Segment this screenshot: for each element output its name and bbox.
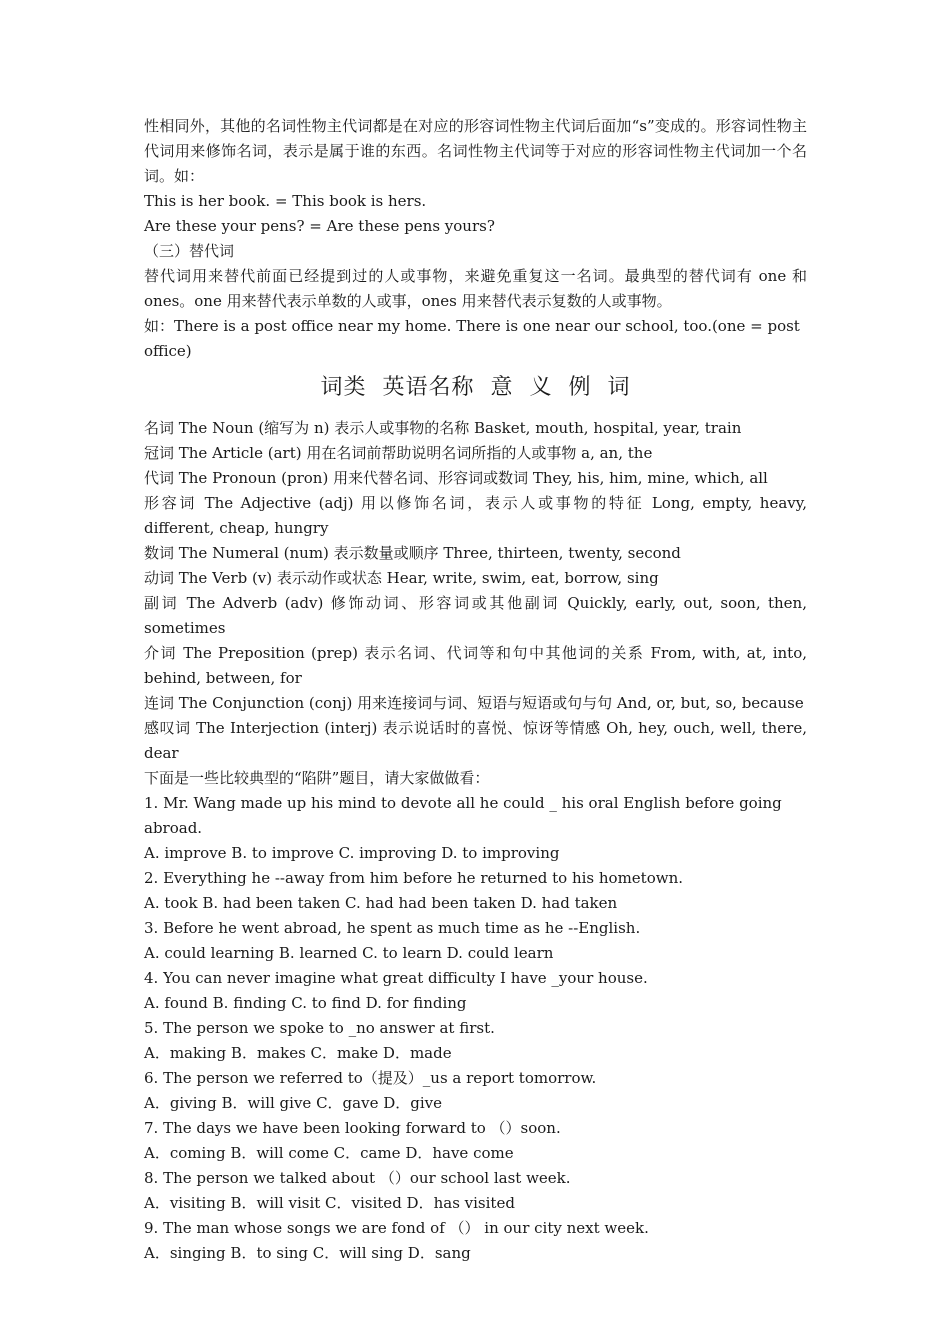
word-class-row: 冠词 The Article (art) 用在名词前帮助说明名词所指的人或事物 a, an, the [144,444,653,462]
question-options: A．making B．makes C．make D．made [144,1044,452,1062]
word-class-row: 代词 The Pronoun (pron) 用来代替名词、形容词或数词 They, his, him, mine, which, all [144,469,768,487]
word-class-row: 连词 The Conjunction (conj) 用来连接词与词、短语与短语或句与句 And, or, but, so, because [144,694,804,712]
question-text: 3. Before he went abroad, he spent as much time as he --English. [144,919,641,937]
question-options: A．giving B．will give C．gave D．give [144,1094,442,1112]
example-sentence: 如：There is a post office near my home. There is one near our school, too.(one = post office) [144,317,800,360]
section-heading: （三）替代词 [144,242,235,260]
intro-paragraph: 性相同外，其他的名词性物主代词都是在对应的形容词性物主代词后面加“s”变成的。形容词性物主代词用来修饰名词，表示是属于谁的东西。名词性物主代词等于对应的形容词性物主代词加一个名词。如： [144,117,807,185]
word-class-row: 介词 The Preposition (prep) 表示名词、代词等和句中其他词的关系 From, with, at, into, behind, between, for [144,644,807,687]
question-text: 5. The person we spoke to _no answer at first. [144,1019,495,1037]
exercises-intro: 下面是一些比较典型的“陷阱”题目，请大家做做看： [144,769,490,787]
question-text: 1. Mr. Wang made up his mind to devote all he could _ his oral English before going abroad. [144,794,782,837]
question-options: A. improve B. to improve C. improving D. to improving [144,844,560,862]
question-text: 9. The man whose songs we are fond of （） in our city next week. [144,1219,649,1237]
example-sentence: Are these your pens? = Are these pens yours? [144,217,495,235]
word-class-row: 动词 The Verb (v) 表示动作或状态 Hear, write, swim, eat, borrow, sing [144,569,659,587]
substitute-paragraph: 替代词用来替代前面已经提到过的人或事物，来避免重复这一名词。最典型的替代词有 one 和 ones。one 用来替代表示单数的人或事，ones 用来替代表示复数的人或事物。 [144,267,807,310]
word-class-row: 形容词 The Adjective (adj) 用以修饰名词，表示人或事物的特征 Long, empty, heavy, different, cheap, hungry [144,494,807,537]
question-text: 6. The person we referred to（提及）_us a report tomorrow. [144,1069,597,1087]
question-text: 4. You can never imagine what great difficulty I have _your house. [144,969,648,987]
question-options: A．visiting B．will visit C．visited D．has visited [144,1194,515,1212]
word-class-row: 副词 The Adverb (adv) 修饰动词、形容词或其他副词 Quickly, early, out, soon, then, sometimes [144,594,807,637]
question-options: A. could learning B. learned C. to learn D. could learn [144,944,554,962]
table-title: 词类 英语名称 意 义 例 词 [320,375,631,400]
word-class-row: 感叹词 The Interjection (interj) 表示说话时的喜悦、惊讶等情感 Oh, hey, ouch, well, there, dear [144,719,807,762]
word-class-row: 数词 The Numeral (num) 表示数量或顺序 Three, thirteen, twenty, second [144,544,681,562]
question-options: A. took B. had been taken C. had had been taken D. had taken [144,894,618,912]
question-options: A. found B. finding C. to find D. for finding [144,994,467,1012]
word-class-row: 名词 The Noun (缩写为 n) 表示人或事物的名称 Basket, mouth, hospital, year, train [144,419,742,437]
example-sentence: This is her book. = This book is hers. [144,192,427,210]
question-text: 7. The days we have been looking forward to （）soon. [144,1119,561,1137]
question-text: 2. Everything he --away from him before he returned to his hometown. [144,869,684,887]
question-text: 8. The person we talked about （）our school last week. [144,1169,571,1187]
question-options: A．singing B．to sing C．will sing D．sang [144,1244,471,1262]
question-options: A．coming B．will come C．came D．have come [144,1144,514,1162]
document-page [144,114,807,1266]
